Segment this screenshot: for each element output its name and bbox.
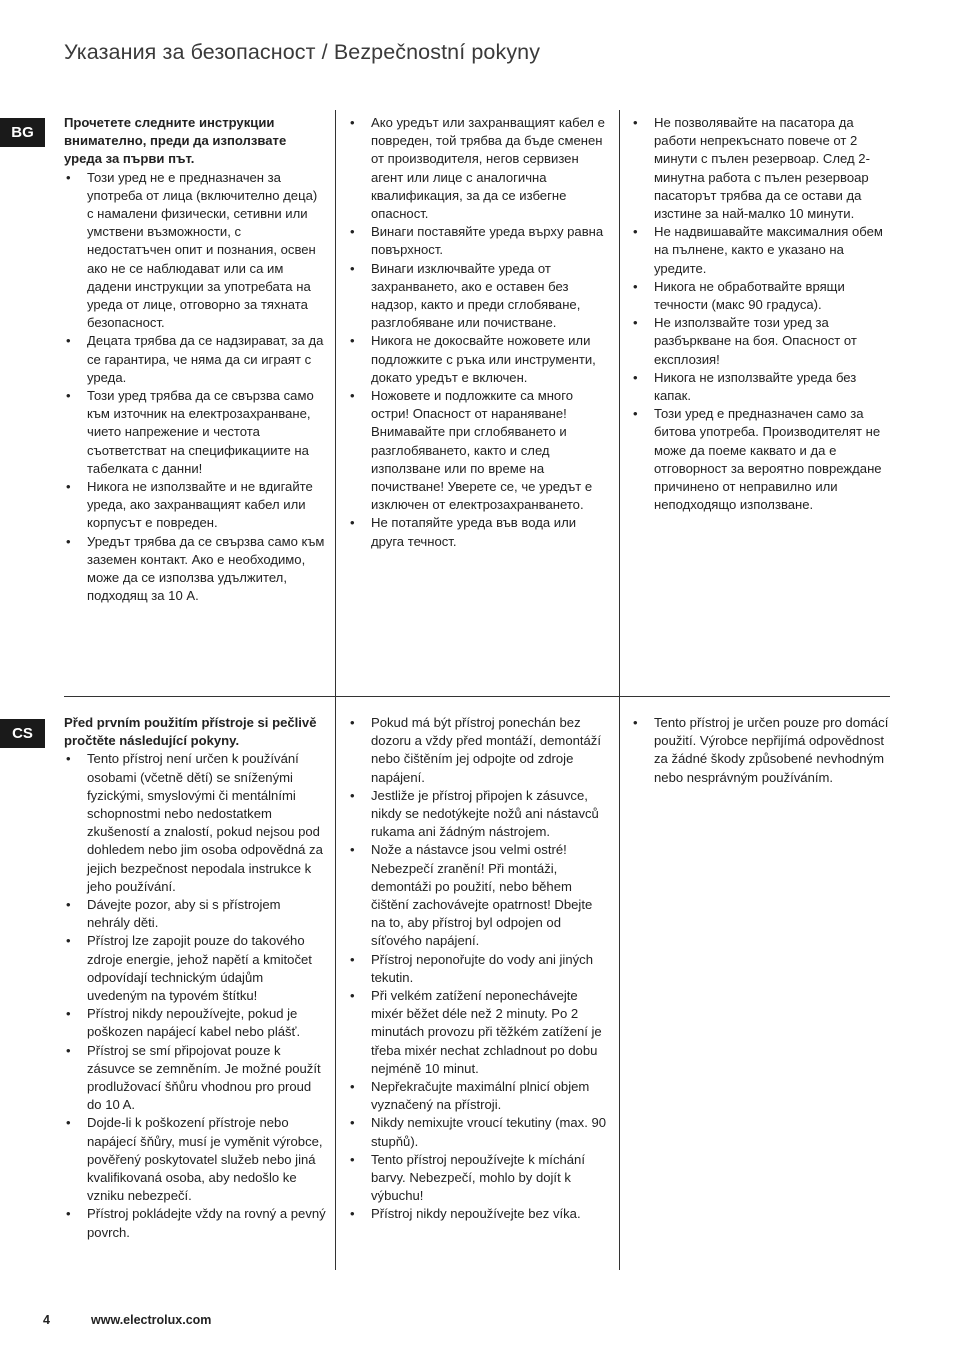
list-item: • Přístroj se smí připojovat pouze k zásuvce se zemněním. Je možné použít prodlužovací šňůru vhodnou pro proud do 10 A. — [64, 1042, 326, 1115]
list-item: • Nikdy nemixujte vroucí tekutiny (max. 90 stupňů). — [348, 1114, 610, 1150]
section-bg — [64, 110, 890, 696]
footer — [43, 1313, 212, 1327]
list-item: • Не надвишавайте максималния обем на пълнене, както е указано на уредите. — [631, 223, 893, 278]
bg-intro: Прочетете следните инструкции внимателно, преди да използвате уреда за първи път. — [64, 115, 287, 167]
page-number: 4 — [43, 1313, 50, 1327]
cs-intro: Před prvním použitím přístroje si pečlivě pročtěte následující pokyny. — [64, 715, 317, 749]
list-item: • Ножовете и подложките са много остри! Опасност от нараняване! Внимавайте при сглобяването и разглобяването, както и след използване или по време на почистване! Уверете се, че уредът е изключен от електрозахранването. — [348, 387, 610, 514]
list-item: • Přístroj nikdy nepoužívejte bez víka. — [348, 1205, 610, 1223]
list-item: • Přístroj pokládejte vždy na rovný a pevný povrch. — [64, 1205, 326, 1241]
language-tab-bg: BG — [0, 118, 45, 147]
page-title: Указания за безопасност / Bezpečnostní pokyny — [64, 40, 541, 64]
list-item: • Никога не докосвайте ножовете или подложките с ръка или инструменти, докато уредът е включен. — [348, 332, 610, 387]
column-divider — [335, 697, 336, 1270]
list-item: • Не потапяйте уреда във вода или друга течност. — [348, 514, 610, 550]
bg-column-3 — [631, 110, 893, 696]
column-divider — [335, 110, 336, 696]
list-item: • Този уред трябва да се свързва само към източник на електрозахранване, чието напрежение и честота съответстват на спецификациите на табелката с данни! — [64, 387, 326, 478]
cs-list-1 — [64, 750, 326, 1241]
cs-column-3 — [631, 697, 893, 1270]
list-item: • Jestliže je přístroj připojen k zásuvce, nikdy se nedotýkejte nožů ani nástavců rukama ani žádným nástrojem. — [348, 787, 610, 842]
bg-list-1 — [64, 169, 326, 606]
list-item: • Pokud má být přístroj ponechán bez dozoru a vždy před montáží, demontáží nebo čištěním jej odpojte od zdroje napájení. — [348, 714, 610, 787]
list-item: • Не позволявайте на пасатора да работи непрекъснато повече от 2 минути с пълен резервоар. След 2-минутна работа с пълен резервоар пасаторът трябва да се остави да изстине за най-малко 10 минути. — [631, 114, 893, 223]
list-item: • Децата трябва да се надзирават, за да се гарантира, че няма да си играят с уреда. — [64, 332, 326, 387]
column-divider — [619, 697, 620, 1270]
list-item: • Уредът трябва да се свързва само към заземен контакт. Ако е необходимо, може да се използва удължител, подходящ за 10 A. — [64, 533, 326, 606]
list-item: • Přístroj neponořujte do vody ani jiných tekutin. — [348, 951, 610, 987]
list-item: • Никога не използвайте и не вдигайте уреда, ако захранващият кабел или корпусът е повреден. — [64, 478, 326, 533]
list-item: • Никога не използвайте уреда без капак. — [631, 369, 893, 405]
section-cs — [64, 697, 890, 1270]
list-item: • Přístroj nikdy nepoužívejte, pokud je poškozen napájecí kabel nebo plášť. — [64, 1005, 326, 1041]
list-item: • Při velkém zatížení neponechávejte mixér běžet déle než 2 minuty. Po 2 minutách provozu při těžkém zatížení je třeba mixér nechat zchladnout po dobu nejméně 10 minut. — [348, 987, 610, 1078]
language-tab-cs: CS — [0, 719, 45, 748]
cs-list-2 — [348, 714, 610, 1224]
cs-column-2 — [348, 697, 610, 1270]
list-item: • Винаги поставяйте уреда върху равна повърхност. — [348, 223, 610, 259]
list-item: • Dojde-li k poškození přístroje nebo napájecí šňůry, musí je vyměnit výrobce, pověřený poskytovatel služeb nebo jiná kvalifikovaná osoba, aby nedošlo ke vzniku nebezpečí. — [64, 1114, 326, 1205]
list-item: • Никога не обработвайте врящи течности (макс 90 градуса). — [631, 278, 893, 314]
bg-list-3 — [631, 114, 893, 514]
list-item: • Nepřekračujte maximální plnicí objem vyznačený na přístroji. — [348, 1078, 610, 1114]
list-item: • Tento přístroj nepoužívejte k míchání barvy. Nebezpečí, mohlo by dojít k výbuchu! — [348, 1151, 610, 1206]
column-divider — [619, 110, 620, 696]
bg-column-2 — [348, 110, 610, 696]
cs-list-3 — [631, 714, 893, 787]
list-item: • Не използвайте този уред за разбъркване на боя. Опасност от експлозия! — [631, 314, 893, 369]
bg-list-2 — [348, 114, 610, 551]
list-item: • Nože a nástavce jsou velmi ostré! Nebezpečí zranění! Při montáži, demontáži po použití, nebo během čištění zachovávejte opatrnost! Dbejte na to, aby přístroj byl odpojen od síťového napájení. — [348, 841, 610, 950]
list-item: • Tento přístroj je určen pouze pro domácí použití. Výrobce nepřijímá odpovědnost za žádné škody způsobené nevhodným nebo nesprávným používáním. — [631, 714, 893, 787]
list-item: • Винаги изключвайте уреда от захранването, ако е оставен без надзор, както и преди сглобяване, разглобяване или почистване. — [348, 260, 610, 333]
list-item: • Přístroj lze zapojit pouze do takového zdroje energie, jehož napětí a kmitočet odpovídají technickým údajům uvedeným na typovém štítku! — [64, 932, 326, 1005]
list-item: • Ако уредът или захранващият кабел е повреден, той трябва да бъде сменен от производителя, негов сервизен агент или лице с аналогична квалификация, за да се избегне опасност. — [348, 114, 610, 223]
list-item: • Dávejte pozor, aby si s přístrojem nehrály děti. — [64, 896, 326, 932]
cs-column-1 — [64, 697, 326, 1270]
list-item: • Този уред е предназначен само за битова употреба. Производителят не може да поеме каквато и да е отговорност за вероятно повреждане причинено от неправилно или неподходящо използване. — [631, 405, 893, 514]
bg-column-1 — [64, 110, 326, 696]
list-item: • Този уред не е предназначен за употреба от лица (включително деца) с намалени физически, сетивни или умствени възможности, с недостатъчен опит и познания, освен ако не се наблюдават или са им дадени инструкции за употребата на уреда от лице, отговорно за тяхната безопасност. — [64, 169, 326, 333]
website-link[interactable]: www.electrolux.com — [91, 1313, 212, 1327]
list-item: • Tento přístroj není určen k používání osobami (včetně dětí) se sníženými fyzickými, smyslovými či mentálními schopnostmi nebo nedostatkem zkušeností a znalostí, pokud nejsou pod dohledem nebo jim osoba odpovědná za jejich bezpečnost nepodala instrukce k jeho používání. — [64, 750, 326, 896]
